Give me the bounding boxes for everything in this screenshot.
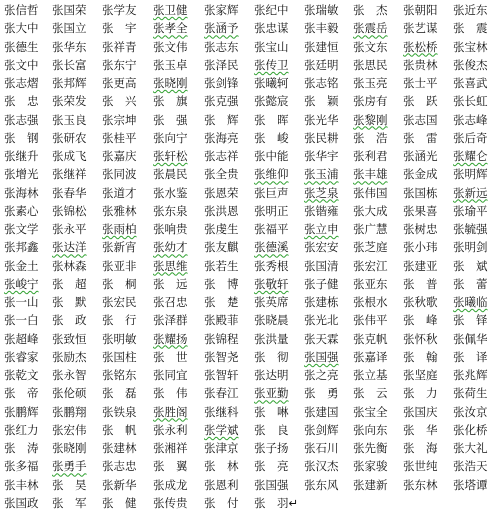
name-entry: 张剑锋 xyxy=(204,76,239,90)
name-entry: 张东风 xyxy=(304,477,339,492)
name-entry: 张志祥 xyxy=(204,149,239,163)
name-entry: 张友麒 xyxy=(204,240,239,255)
name-entry: 张 兴 xyxy=(102,94,137,109)
name-entry: 张德溪 xyxy=(254,240,289,255)
name-entry: 张宏江 xyxy=(353,258,388,273)
name-entry: 张全贵 xyxy=(204,167,239,182)
name-entry: 张思民 xyxy=(353,57,388,72)
name-entry: 张锦程 xyxy=(204,331,239,346)
name-entry: 张永智 xyxy=(52,368,87,382)
name-entry: 张 蕾 xyxy=(453,276,488,291)
name-entry: 张家骏 xyxy=(353,459,388,474)
name-entry: 张召忠 xyxy=(153,295,188,309)
name-entry: 张荣发 xyxy=(52,94,87,109)
name-entry: 张汝京 xyxy=(453,404,488,419)
name-entry: 张 旗 xyxy=(153,94,188,109)
name-entry: 张秋歌 xyxy=(403,295,438,309)
name-entry: 张恩荣 xyxy=(204,185,239,200)
name-entry: 张宗坤 xyxy=(102,112,137,127)
name-entry: 张 翰 xyxy=(403,349,438,364)
name-entry: 张 亮 xyxy=(254,459,289,474)
name-entry: 张新远 xyxy=(453,185,488,200)
name-entry: 张锦松 xyxy=(52,203,87,218)
name-entry: 张嘉庆 xyxy=(102,149,137,163)
name-entry: 张国庆 xyxy=(403,404,438,419)
name-entry: 张一白 xyxy=(4,313,39,328)
name-entry: 张锴雍 xyxy=(304,203,339,218)
name-entry: 张 默 xyxy=(52,295,87,309)
name-entry: 张 震 xyxy=(453,21,488,36)
name-entry: 张 力 xyxy=(403,386,438,401)
name-entry: 张学斌 xyxy=(204,422,239,437)
name-entry: 张传贵 xyxy=(153,495,188,510)
name-entry: 张近东 xyxy=(453,3,488,17)
name-entry: 张国清 xyxy=(304,258,339,273)
name-entry: 张之亮 xyxy=(304,368,339,382)
name-entry: 张毓强 xyxy=(453,222,488,236)
name-entry: 张道才 xyxy=(102,185,137,200)
name-entry: 张睿家 xyxy=(4,349,39,364)
name-entry: 张根水 xyxy=(353,295,388,309)
name-entry: 张敬轩 xyxy=(254,276,289,291)
name-entry: 张继升 xyxy=(4,149,39,163)
name-entry: 张继祥 xyxy=(52,167,87,182)
name-entry: 张后奇 xyxy=(453,130,488,145)
name-entry: 张震岳 xyxy=(353,21,388,36)
name-entry: 张 海 xyxy=(403,441,438,455)
name-entry: 张 政 xyxy=(52,313,87,328)
name-entry: 张松桥 xyxy=(403,39,438,54)
name-entry: 张德生 xyxy=(4,39,39,54)
name-entry: 张建栋 xyxy=(304,295,339,309)
name-entry: 张涵予 xyxy=(204,21,239,36)
name-entry: 张泽民 xyxy=(204,57,239,72)
name-entry: 张恩利 xyxy=(204,477,239,492)
name-entry: 张鹏翔 xyxy=(52,404,87,419)
name-entry: 张邦辉 xyxy=(52,76,87,90)
name-entry: 张明敏 xyxy=(102,331,137,346)
name-entry: 张光华 xyxy=(304,112,339,127)
name-entry: 张光北 xyxy=(304,313,339,328)
name-entry: 张 博 xyxy=(204,276,239,291)
name-entry: 张响贵 xyxy=(153,222,188,236)
name-entry: 张长富 xyxy=(52,57,87,72)
name-entry: 张英席 xyxy=(254,295,289,309)
name-entry: 张幼才 xyxy=(153,240,188,255)
name-entry: 张建恒 xyxy=(304,39,339,54)
name-entry: 张亚勤 xyxy=(254,386,289,401)
name-entry: 张 勇 xyxy=(304,386,339,401)
name-entry: 张湘祥 xyxy=(153,441,188,455)
name-entry: 张新宵 xyxy=(102,240,137,255)
name-entry: 张石川 xyxy=(304,441,339,455)
name-entry: 张福平 xyxy=(254,222,289,236)
name-entry: 张伦硕 xyxy=(52,386,87,401)
name-entry: 张玉亮 xyxy=(353,76,388,90)
name-entry: 张勇手 xyxy=(52,459,87,474)
name-entry: 张树忠 xyxy=(403,222,438,236)
name-entry: 张 晖 xyxy=(254,112,289,127)
name-entry: 张立基 xyxy=(353,368,388,382)
name-entry: 张成龙 xyxy=(153,477,188,492)
name-entry: 张塔谭 xyxy=(453,477,488,492)
name-entry: 张传卫 xyxy=(254,57,289,72)
name-entry: 张 宇 xyxy=(102,21,137,36)
name-entry: 张汉杰 xyxy=(304,459,339,474)
name-entry: 张桂平 xyxy=(102,130,137,145)
name-entry: 张怀秋 xyxy=(403,331,438,346)
name-entry: 张天霖 xyxy=(304,331,339,346)
name-entry: 张卫健 xyxy=(153,3,188,17)
name-entry: 张佩华 xyxy=(453,331,488,346)
name-entry: 张 钢 xyxy=(4,130,39,145)
name-entry: 张胜阁 xyxy=(153,404,188,419)
name-entry: 张 强 xyxy=(153,112,188,127)
name-entry: 张孝全 xyxy=(153,21,188,36)
name-entry: 张利君 xyxy=(353,149,388,163)
name-entry: 张 华 xyxy=(403,422,438,437)
name-entry: 张 云 xyxy=(353,386,388,401)
name-entry: 张泽群 xyxy=(153,313,188,328)
name-entry: 张民耕 xyxy=(304,130,339,145)
name-entry: 张伟平 xyxy=(353,313,388,328)
name-entry: 张国栋 xyxy=(403,185,438,200)
name-entry: 张瑞敏 xyxy=(304,3,339,17)
name-entry: 张荷生 xyxy=(453,386,488,401)
name-entry: 张 涛 xyxy=(4,441,39,455)
name-entry: 张文学 xyxy=(4,222,39,236)
name-entry: 张增光 xyxy=(4,167,39,182)
name-entry: 张晨民 xyxy=(153,167,188,182)
name-entry: 张邦鑫 xyxy=(4,240,39,255)
name-entry: 张达洋 xyxy=(52,240,87,255)
name-entry: 张芝泉 xyxy=(304,185,339,200)
name-entry: 张 忠 xyxy=(4,94,39,109)
name-entry: 张朝阳 xyxy=(403,3,438,17)
name-entry: 张 杰 xyxy=(353,3,388,17)
name-entry: 张士平 xyxy=(403,76,438,90)
name-entry: 张雅林 xyxy=(102,203,137,218)
name-entry: 张黎刚 xyxy=(353,112,388,127)
name-entry: 张祥青 xyxy=(102,39,137,54)
name-entry: 张 普 xyxy=(403,276,438,291)
name-entry: 张志铭 xyxy=(304,76,339,90)
name-entry: 张兆辉 xyxy=(453,368,488,382)
name-entry: 张 铎 xyxy=(453,313,488,328)
name-entry: 张立申 xyxy=(304,222,339,236)
name-entry: 张东泉 xyxy=(153,203,188,218)
name-entry: 张国柱 xyxy=(102,349,137,364)
name-entry: 张文中 xyxy=(4,57,39,72)
name-entry: 张 峻 xyxy=(254,130,289,145)
name-entry: 张化桥 xyxy=(453,422,488,437)
name-entry: 张 行 xyxy=(102,313,137,328)
name-entry: 张明正 xyxy=(254,203,289,218)
name-entry: 张 跃 xyxy=(403,94,438,109)
name-entry: 张玉浦 xyxy=(304,167,339,182)
name-entry: 张红力 xyxy=(4,422,39,437)
name-entry: 张一山 xyxy=(4,295,39,309)
name-entry: 张秀根 xyxy=(254,258,289,273)
name-entry: 张建国 xyxy=(304,404,339,419)
name-entry: 张先衡 xyxy=(353,441,388,455)
name-entry: 张同宜 xyxy=(153,368,188,382)
name-entry: 张东宁 xyxy=(102,57,137,72)
name-entry: 张涵光 xyxy=(403,149,438,163)
name-entry: 张坚庭 xyxy=(403,368,438,382)
name-entry: 张超峰 xyxy=(4,331,39,346)
name-entry: 张 峰 xyxy=(403,313,438,328)
name-entry: 张 林 xyxy=(204,459,239,474)
name-entry: 张林森 xyxy=(52,258,87,273)
name-entry: 张亚非 xyxy=(102,258,137,273)
name-entry: 张曦轲 xyxy=(254,76,289,90)
name-entry: 张晓晨 xyxy=(254,313,289,328)
name-entry: 张 译 xyxy=(453,349,488,364)
name-entry: 张信哲 xyxy=(4,3,39,17)
name-entry: 张志峰 xyxy=(453,112,488,127)
name-entry: 张 辉 xyxy=(204,112,239,127)
name-entry: 张曦临 xyxy=(453,295,488,309)
name-entry: 张洪量 xyxy=(254,331,289,346)
name-entry: 张春华 xyxy=(52,185,87,200)
name-entry: 张瑜平 xyxy=(453,203,488,218)
name-entry: 张世纯 xyxy=(403,459,438,474)
name-entry: 张国强 xyxy=(254,477,289,492)
name-entry: 张宝林 xyxy=(453,39,488,54)
name-entry: 张轩松 xyxy=(153,149,188,163)
name-entry: 张喜武 xyxy=(453,76,488,90)
name-entry: 张 颖 xyxy=(304,94,339,109)
name-entry: 张国立 xyxy=(52,21,87,36)
name-entry: 张励杰 xyxy=(52,349,87,364)
name-entry: 张 彻 xyxy=(254,349,289,364)
name-entry: 张廷明 xyxy=(304,57,339,72)
name-entry: 张 健 xyxy=(102,495,137,510)
name-entry: 张金土 xyxy=(4,258,39,273)
name-entry: 张 付 xyxy=(204,495,239,510)
name-entry: 张学友 xyxy=(102,3,137,17)
name-entry: 张明剑 xyxy=(453,240,488,255)
name-entry: 张志熠 xyxy=(4,76,39,90)
name-entry: 张 帝 xyxy=(4,386,39,401)
name-entry: 张大礼 xyxy=(453,441,488,455)
name-entry: 张 帆 xyxy=(102,422,137,437)
name-entry: 张智轩 xyxy=(204,368,239,382)
name-entry: 张克强 xyxy=(204,94,239,109)
name-entry: 张鹏辉 xyxy=(4,404,39,419)
name-entry: 张懿宸 xyxy=(254,94,289,109)
name-entry: 张玉良 xyxy=(52,112,87,127)
name-entry: 张克帆 xyxy=(353,331,388,346)
name-entry: 张伟国 xyxy=(353,185,388,200)
name-entry: 张亚东 xyxy=(353,276,388,291)
name-entry: 张丰雄 xyxy=(353,167,388,182)
name-entry: 张明辉 xyxy=(453,167,488,182)
name-entry: 张宏安 xyxy=(304,240,339,255)
name-entry: 张大中 xyxy=(4,21,39,36)
name-entry: 张耀扬 xyxy=(153,331,188,346)
name-entry: 张国政 xyxy=(4,495,39,510)
name-entry: 张 斌 xyxy=(453,258,488,273)
name-entry: 张永平 xyxy=(52,222,87,236)
name-entry: 张永利 xyxy=(153,422,188,437)
name-entry: 张丰林 xyxy=(4,477,39,492)
name-entry: 张更高 xyxy=(102,76,137,90)
name-entry: 张向宁 xyxy=(153,130,188,145)
name-entry: 张新华 xyxy=(102,477,137,492)
name-entry: 张嘉译 xyxy=(353,349,388,364)
name-entry: 张大成 xyxy=(353,203,388,218)
name-entry: 张志强 xyxy=(4,112,39,127)
name-entry: 张文伟 xyxy=(153,39,188,54)
name-entry: 张小玮 xyxy=(403,240,438,255)
name-entry: 张成飞 xyxy=(52,149,87,163)
name-entry: 张宏伟 xyxy=(52,422,87,437)
name-entry: 张晓刚 xyxy=(153,76,188,90)
name-entry: 张宝全 xyxy=(353,404,388,419)
name-entry: 张建新 xyxy=(353,477,388,492)
name-entry: 张巨声 xyxy=(254,185,289,200)
name-entry: 张铁泉 xyxy=(102,404,137,419)
name-entry: 张继科 xyxy=(204,404,239,419)
name-entry: 张 羽↵ xyxy=(254,495,299,510)
name-entry: 张致恒 xyxy=(52,331,87,346)
name-entry: 张丰毅 xyxy=(304,21,339,36)
name-entry: 张 翼 xyxy=(153,459,188,474)
name-entry: 张雨柏 xyxy=(102,222,137,236)
name-entry: 张 远 xyxy=(153,276,188,291)
name-entry: 张俊杰 xyxy=(453,57,488,72)
name-entry: 张殿菲 xyxy=(204,313,239,328)
name-entry: 张 军 xyxy=(52,495,87,510)
name-entry: 张耀仑 xyxy=(453,149,488,163)
name-entry: 张华宇 xyxy=(304,149,339,163)
name-entry: 张贵林 xyxy=(403,57,438,72)
name-entry: 张玉卓 xyxy=(153,57,188,72)
name-entry: 张 啉 xyxy=(254,404,289,419)
name-entry: 张 超 xyxy=(52,276,87,291)
name-entry: 张房有 xyxy=(353,94,388,109)
name-entry: 张志国 xyxy=(403,112,438,127)
name-entry: 张洪恩 xyxy=(204,203,239,218)
name-entry: 张 良 xyxy=(254,422,289,437)
name-entry: 张水鉴 xyxy=(153,185,188,200)
name-entry: 张浩天 xyxy=(453,459,488,474)
name-entry: 张向东 xyxy=(353,422,388,437)
name-entry: 张 伟 xyxy=(153,386,188,401)
name-entry: 张思维 xyxy=(153,258,188,273)
name-entry: 张虔生 xyxy=(204,222,239,236)
name-entry: 张广慧 xyxy=(353,222,388,236)
name-entry: 张志东 xyxy=(204,39,239,54)
name-entry: 张子健 xyxy=(304,276,339,291)
name-entry: 张剑辉 xyxy=(304,422,339,437)
name-entry: 张华东 xyxy=(52,39,87,54)
name-entry: 张乾文 xyxy=(4,368,39,382)
name-entry: 张忠谋 xyxy=(254,21,289,36)
name-entry: 张素心 xyxy=(4,203,39,218)
name-entry: 张峻宁 xyxy=(4,276,39,291)
name-entry: 张纪中 xyxy=(254,3,289,17)
name-entry: 张宝山 xyxy=(254,39,289,54)
name-entry: 张果喜 xyxy=(403,203,438,218)
name-entry: 张建林 xyxy=(102,441,137,455)
name-entry: 张若生 xyxy=(204,258,239,273)
name-entry: 张同波 xyxy=(102,167,137,182)
name-entry: 张长虹 xyxy=(453,94,488,109)
name-entry: 张多福 xyxy=(4,459,39,474)
name-entry: 张 磊 xyxy=(102,386,137,401)
name-entry: 张子扬 xyxy=(254,441,289,455)
name-entry: 张津京 xyxy=(204,441,239,455)
name-entry: 张 楚 xyxy=(204,295,239,309)
name-entry: 张家辉 xyxy=(204,3,239,17)
name-entry: 张铭东 xyxy=(102,368,137,382)
name-entry: 张维仰 xyxy=(254,167,289,182)
name-entry: 张建亚 xyxy=(403,258,438,273)
name-entry: 张海亮 xyxy=(204,130,239,145)
name-entry: 张文东 xyxy=(353,39,388,54)
name-entry: 张金成 xyxy=(403,167,438,182)
name-entry: 张艺谋 xyxy=(403,21,438,36)
name-entry: 张 昊 xyxy=(52,477,87,492)
name-entry: 张国荣 xyxy=(52,3,87,17)
name-entry: 张晓刚 xyxy=(52,441,87,455)
name-entry: 张春江 xyxy=(204,386,239,401)
name-entry: 张 世 xyxy=(153,349,188,364)
name-entry: 张 浩 xyxy=(353,130,388,145)
name-entry: 张智尧 xyxy=(204,349,239,364)
name-entry: 张 桐 xyxy=(102,276,137,291)
name-entry: 张中能 xyxy=(254,149,289,163)
name-row xyxy=(0,496,500,517)
name-entry: 张达明 xyxy=(254,368,289,382)
name-entry: 张国强 xyxy=(304,349,339,364)
name-entry: 张海林 xyxy=(4,185,39,200)
name-entry: 张芝庭 xyxy=(353,240,388,255)
name-entry: 张宏民 xyxy=(102,295,137,309)
name-entry: 张 雷 xyxy=(403,130,438,145)
name-entry: 张志忠 xyxy=(102,459,137,474)
name-entry: 张东林 xyxy=(403,477,438,492)
name-entry: 张研农 xyxy=(52,130,87,145)
